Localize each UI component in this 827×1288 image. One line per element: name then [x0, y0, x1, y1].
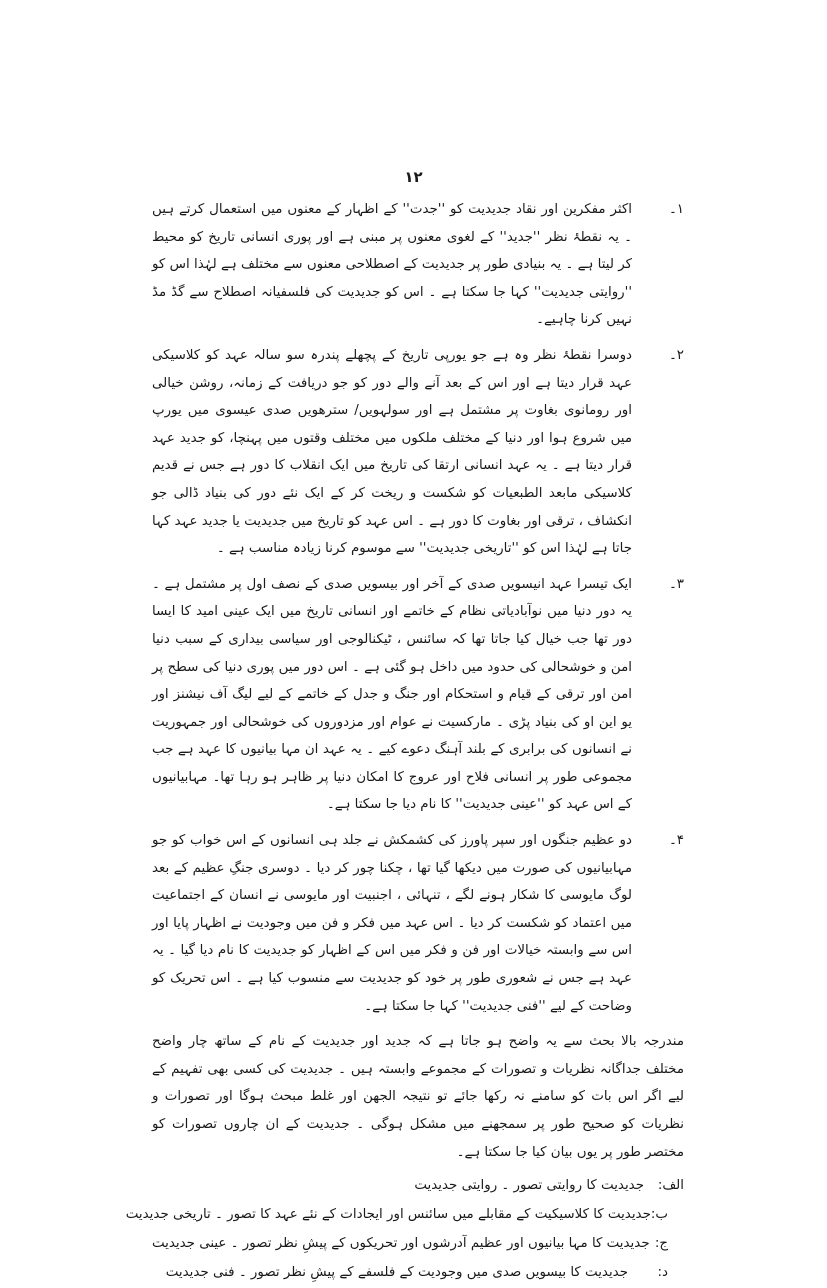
concept-list [125, 1172, 684, 1288]
list-text: جدیدیت کا بیسویں صدی میں وجودیت کے فلسفے کے پیشِ نظر تصور ۔ فنی جدیدیت [165, 1265, 628, 1281]
page-number: ۱۲ [404, 168, 423, 186]
numbered-paragraph-2 [152, 342, 684, 563]
numbered-paragraph-3 [152, 571, 684, 819]
paragraph-text: ایک تیسرا عہد انیسویں صدی کے آخر اور بیسویں صدی کے نصف اول پر مشتمل ہے ۔ یہ دور دنیا میں نوآبادیاتی نظام کے خاتمے اور انسانی تاریخ میں ایک عینی امید کا ایسا دور تھا جب خیال کیا جاتا تھا کہ سائنس ، ٹیکنالوجی اور سیاسی بیداری کے سبب دنیا امن و خوشحالی کی حدود میں داخل ہو گئی ہے ۔ اس دور میں پوری دنیا کی سطح پر امن اور ترقی کے قیام و استحکام اور جنگ و جدل کے خاتمے کے لیے لیگ آف نیشنز اور یو این او کی بنیاد پڑی ۔ مارکسیت نے عوام اور مزدوروں کی خوشحالی اور جمہوریت نے انسانوں کی برابری کے بلند آہنگ دعوے کیے ۔ یہ عہد ان مہا بیانیوں کا عہد ہے جب مجموعی طور پر انسانی فلاح اور عروج کا امکان دنیا پر ظاہر ہو رہا تھا۔ مہابیانیوں کے اس عہد کو ''عینی جدیدیت'' کا نام دیا جا سکتا ہے۔ [152, 576, 632, 813]
list-text: جدیدیت کا کلاسیکیت کے مقابلے میں سائنس اور ایجادات کے نئے عہد کا تصور ۔ تاریخی جدیدیت [125, 1207, 651, 1223]
list-item [152, 1172, 684, 1201]
list-letter: ج: [654, 1236, 668, 1252]
paragraph-text: اکثر مفکرین اور نقاد جدیدیت کو ''جدت'' کے اظہار کے معنوں میں استعمال کرتے ہیں ۔ یہ نقطۂ نظر ''جدید'' کے لغوی معنوں پر مبنی ہے اور پوری انسانی تاریخ کو محیط کر لیتا ہے ۔ یہ بنیادی طور پر جدیدیت کے اصطلاحی معنوں سے مختلف ہے لہٰذا اس کو ''روایتی جدیدیت'' کہا جا سکتا ہے ۔ اس کو جدیدیت کی فلسفیانہ اصطلاح سے گڈ مڈ نہیں کرنا چاہیے۔ [152, 202, 632, 328]
paragraph-text: دو عظیم جنگوں اور سپر پاورز کی کشمکش نے جلد ہی انسانوں کے اس خواب کو جو مہابیانیوں کی صورت میں دیکھا گیا تھا ، چکنا چور کر دیا ۔ دوسری جنگِ عظیم کے بعد لوگ مایوسی کا شکار ہونے لگے ، تنہائی ، اجنبیت اور مایوسی نے انسان کے اجتماعیت میں اعتماد کو شکست کر دیا ۔ اس عہد میں فکر و فن میں وجودیت نے اظہار پایا اور اس سے وابستہ خیالات اور فن و فکر میں اس کے اظہار کو جدیدیت کا نام دیا گیا ۔ یہ عہد ہے جس نے شعوری طور پر خود کو جدیدیت سے منسوب کیا ہے ۔ اس تحریک کو وضاحت کے لیے ''فنی جدیدیت'' کہا جا سکتا ہے۔ [152, 833, 632, 1014]
paragraph-number: ۳۔ [668, 576, 684, 592]
summary-paragraph: مندرجہ بالا بحث سے یہ واضح ہو جاتا ہے کہ جدید اور جدیدیت کے نام کے ساتھ چار واضح مختلف جداگانہ نظریات و تصورات کے مجموعے وابستہ ہیں ۔ جدیدیت کی کسی بھی تفہیم کے لیے اگر اس بات کو سامنے نہ رکھا جائے تو نتیجہ الجھن اور غلط مبحث ہوگا اور تصورات و نظریات کو صحیح طور پر سمجھنے میں مشکل ہوگی ۔ جدیدیت کے ان چاروں تصورات کو مختصر طور پر یوں بیان کیا جا سکتا ہے۔ [152, 1034, 684, 1160]
paragraph-number: ۴۔ [668, 833, 684, 849]
list-letter: د: [657, 1265, 668, 1281]
numbered-paragraph-1 [152, 196, 684, 334]
list-item [152, 1259, 684, 1288]
list-text: جدیدیت کا روایتی تصور ۔ روایتی جدیدیت [414, 1178, 644, 1194]
numbered-paragraph-4 [152, 827, 684, 1020]
list-item [125, 1201, 684, 1230]
page-body [125, 196, 684, 1288]
paragraph-number: ۲۔ [668, 347, 684, 363]
list-letter: الف: [657, 1178, 684, 1194]
list-letter: ب: [650, 1207, 668, 1223]
list-text: جدیدیت کا مہا بیانیوں اور عظیم آدرشوں اور تحریکوں کے پیشِ نظر تصور ۔ عینی جدیدیت [152, 1236, 650, 1252]
list-item [152, 1230, 684, 1259]
paragraph-number: ۱۔ [668, 202, 684, 217]
paragraph-text: دوسرا نقطۂ نظر وہ ہے جو یورپی تاریخ کے پچھلے پندرہ سو سالہ عہد کو کلاسیکی عہد قرار دیتا ہے اور اس کے بعد آنے والے دور کو جو دریافت کے زمانہ، روشن خیالی اور رومانوی بغاوت پر مشتمل ہے اور سولہویں/ سترھویں صدی عیسوی میں یورپ میں شروع ہوا اور دنیا کے مختلف ملکوں میں مختلف وقتوں میں پہنچا، کو جدید عہد قرار دیتا ہے ۔ یہ عہد انسانی ارتقا کی تاریخ میں ایک انقلاب کا دور ہے جس نے قدیم کلاسیکی مابعد الطبعیات کو شکست و ریخت کر کے ایک نئے دور کی بنیاد ڈالی جو انکشاف ، ترقی اور بغاوت کا دور ہے ۔ اس عہد کو تاریخ میں جدیدیت یا جدید عہد کہا جاتا ہے لہٰذا اس کو ''تاریخی جدیدیت'' سے موسوم کرنا زیادہ مناسب ہے ۔ [152, 347, 632, 557]
